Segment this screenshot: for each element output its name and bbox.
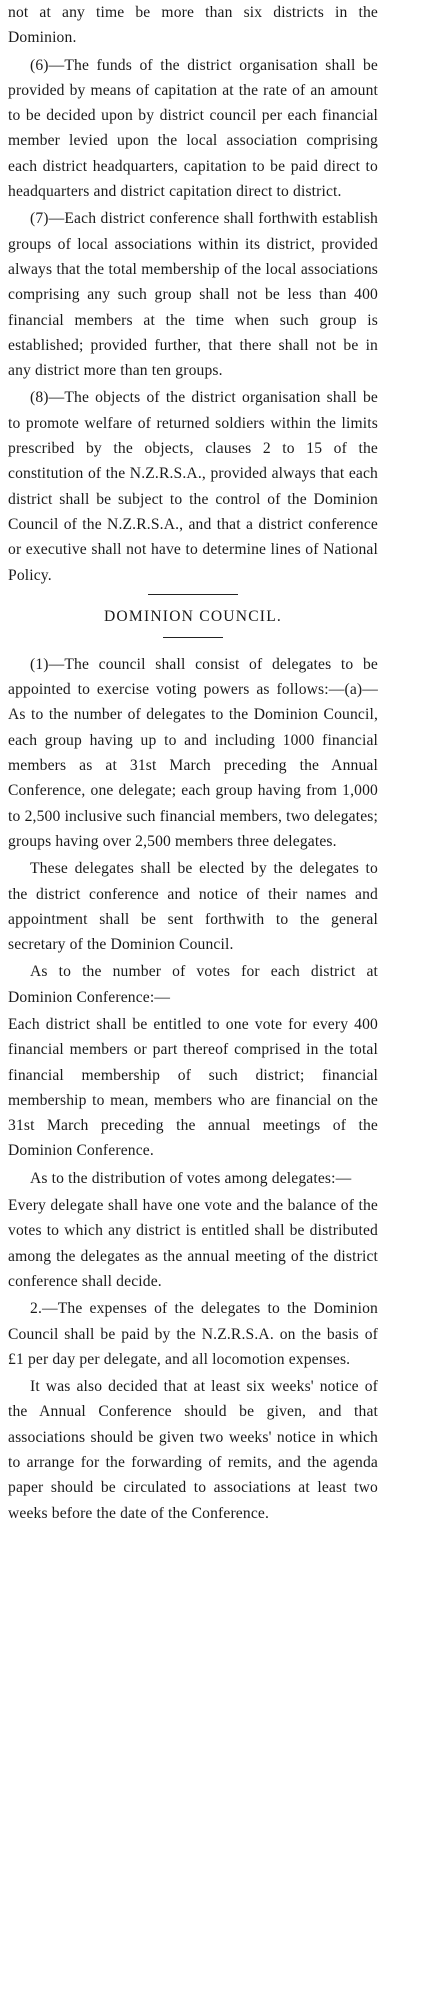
- paragraph-districts-limit: not at any time be more than six districts in the Dominion.: [8, 4, 378, 47]
- paragraph-clause-8: (8)—The objects of the district organisation shall be to promote welfare of returned soldiers within the limits prescribed by the objects, clauses 2 to 15 of the constitution of the N.Z.R.S.A., provided always that each district shall be subject to the control of the Dominion Council of the N.Z.R.S.A., and that a district conference or executive shall not have to determine lines of National Policy.: [8, 389, 378, 584]
- newspaper-column: [8, 0, 378, 1528]
- section-divider-bottom: [163, 637, 223, 638]
- paragraph-council-clause-1: (1)—The council shall consist of delegates to be appointed to exercise voting powers as follows:—(a)—As to the number of delegates to the Dominion Council, each group having up to and including 1000 financial members as at 31st March preceding the Annual Conference, one delegate; each group having from 1,000 to 2,500 inclusive such financial members, two delegates; groups having over 2,500 members three delegates.: [8, 655, 378, 850]
- paragraph-conference-notice: It was also decided that at least six weeks' notice of the Annual Conference should be given, and that associations should be given two weeks' notice in which to arrange for the forwarding of remits, and the agenda paper should be circulated to associations at least two weeks before the date of the Conference.: [8, 1378, 378, 1522]
- paragraph-clause-6: (6)—The funds of the district organisation shall be provided by means of capitation at the rate of an amount to be decided upon by district council per each financial member levied upon the local association comprising each district headquarters, capitation to be paid direct to headquarters and district capitation direct to district.: [8, 56, 378, 201]
- paragraph-distribution-heading: As to the distribution of votes among delegates:—: [30, 1169, 352, 1187]
- paragraph-votes-heading: As to the number of votes for each district at Dominion Conference:—: [8, 963, 378, 1006]
- paragraph-council-clause-2: 2.—The expenses of the delegates to the Dominion Council shall be paid by the N.Z.R.S.A. on the basis of £1 per day per delegate, and all locomotion expenses.: [8, 1300, 378, 1368]
- section-heading: DOMINION COUNCIL.: [103, 607, 283, 625]
- paragraph-distribution-rule: Every delegate shall have one vote and the balance of the votes to which any district is entitled shall be distributed among the delegates as the annual meeting of the district conference shall decide.: [8, 1197, 378, 1290]
- paragraph-clause-7: (7)—Each district conference shall forthwith establish groups of local associations within its district, provided always that the total membership of the local associations comprising any such group shall not be less than 400 financial members at the time when such group is established; provided further, that there shall not be in any district more than ten groups.: [8, 210, 378, 380]
- paragraph-delegates-election: These delegates shall be elected by the delegates to the district conference and notice of their names and appointment shall be sent forthwith to the general secretary of the Dominion Council.: [8, 860, 378, 954]
- section-divider-top: [148, 594, 238, 595]
- paragraph-votes-rule: Each district shall be entitled to one vote for every 400 financial members or part thereof comprised in the total financial membership of such district; financial membership to mean, members who are financial on the 31st March preceding the annual meetings of the Dominion Conference.: [8, 1015, 378, 1160]
